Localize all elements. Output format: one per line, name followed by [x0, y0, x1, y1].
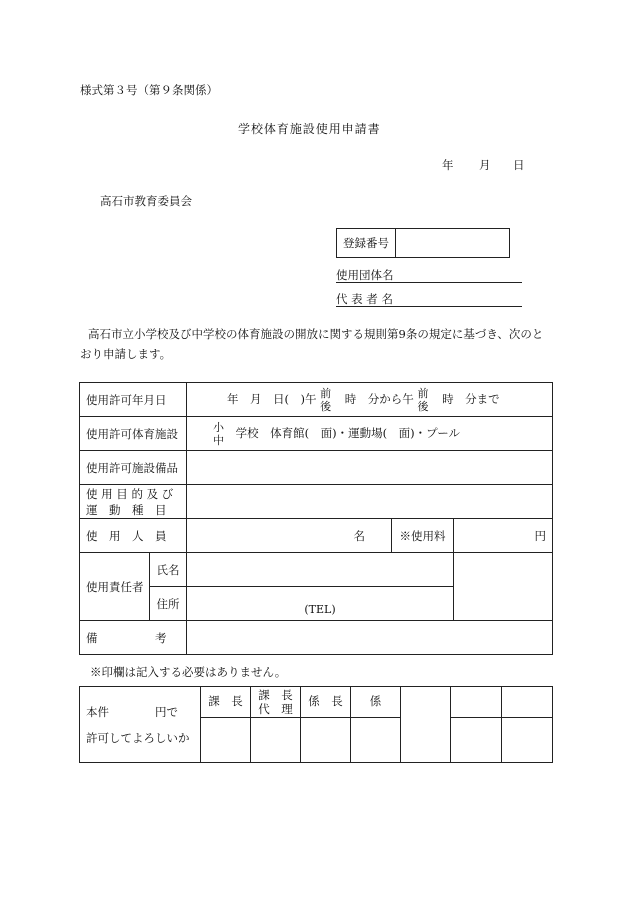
fee-label: ※使用料: [392, 519, 454, 553]
col-staff: 係: [351, 687, 401, 718]
school-type-stack: 小 中: [213, 420, 224, 447]
permit-date-field[interactable]: [187, 383, 553, 417]
approval-text: [80, 687, 201, 763]
tel-label: (TEL): [304, 603, 336, 616]
col-subsection-chief: 係 長: [301, 687, 351, 718]
label-name: 氏名: [150, 553, 187, 587]
registration-box: [336, 228, 510, 258]
permit-from-text: 時 分から午: [344, 391, 414, 406]
permit-to-text: 時 分まで: [442, 391, 500, 406]
application-table: [79, 382, 553, 655]
stamp-cell-3: [301, 718, 351, 763]
intro-line-2: おり申請します。: [80, 347, 172, 361]
representative-underline[interactable]: [336, 306, 522, 307]
facility-text: 学校 体育館( 面)・運動場( 面)・プール: [235, 425, 461, 440]
approval-header-row: [80, 687, 553, 718]
responsible-address-field[interactable]: [187, 587, 454, 621]
date-month-label: 月: [479, 158, 491, 172]
addressee: 高石市教育委員会: [100, 194, 192, 208]
approval-table: [79, 686, 553, 763]
row-remarks: [80, 621, 553, 655]
organization-label: 使用団体名: [336, 268, 394, 282]
fee-field: [454, 519, 553, 553]
remarks-field[interactable]: [187, 621, 553, 655]
stamp-cell-6: [502, 718, 553, 763]
registration-label: 登録番号: [337, 229, 396, 257]
col-section-chief: 課 長: [201, 687, 251, 718]
stamp-cell-5: [451, 718, 502, 763]
approval-blank-top-1: [451, 687, 502, 718]
facility-field[interactable]: [187, 417, 553, 451]
approval-text-2: 許可してよろしいか: [86, 730, 190, 745]
purpose-field[interactable]: [187, 485, 553, 519]
form-title: 学校体育施設使用申請書: [238, 122, 381, 136]
label-people: 使 用 人 員: [80, 519, 187, 553]
row-people: [80, 519, 553, 553]
label-purpose: 使 用 目 的 及 び 運 動 種 目: [80, 485, 187, 519]
row-equipment: [80, 451, 553, 485]
label-remarks: 備 考: [80, 621, 187, 655]
organization-underline[interactable]: [336, 282, 522, 283]
intro-line-1: 高石市立小学校及び中学校の体育施設の開放に関する規則第9条の規定に基づき、次のと: [88, 327, 544, 341]
note: ※印欄は記入する必要はありません。: [90, 665, 287, 679]
form-number: 様式第３号（第９条関係）: [80, 83, 218, 97]
stamp-cell-2: [251, 718, 301, 763]
people-unit: 名: [353, 528, 365, 543]
approval-text-1: 本件 円で: [86, 704, 178, 719]
ampm-start: 前 後: [320, 386, 332, 413]
approval-blank-tall: [401, 687, 451, 763]
label-permit-date: 使用許可年月日: [80, 383, 187, 417]
row-purpose: [80, 485, 553, 519]
blank-cell: [454, 553, 553, 621]
label-equipment: 使用許可施設備品: [80, 451, 187, 485]
responsible-name-field[interactable]: [187, 553, 454, 587]
representative-label: 代 表 者 名: [336, 292, 393, 306]
equipment-field[interactable]: [187, 451, 553, 485]
people-field[interactable]: [187, 519, 392, 553]
registration-number-field[interactable]: [396, 229, 515, 257]
stamp-cell-4: [351, 718, 401, 763]
label-responsible: 使用責任者: [80, 553, 150, 621]
row-permit-date: [80, 383, 553, 417]
date-day-label: 日: [513, 158, 525, 172]
label-address: 住所: [150, 587, 187, 621]
permit-date-text: 年 月 日( )午: [227, 391, 317, 406]
date-year-label: 年: [442, 158, 454, 172]
row-facility: [80, 417, 553, 451]
approval-blank-top-2: [502, 687, 553, 718]
row-responsible-name: [80, 553, 553, 587]
fee-unit: 円: [534, 528, 547, 543]
ampm-end: 前 後: [417, 386, 429, 413]
label-facility: 使用許可体育施設: [80, 417, 187, 451]
stamp-cell-1: [201, 718, 251, 763]
col-deputy-chief: 課 長 代 理: [251, 687, 301, 718]
